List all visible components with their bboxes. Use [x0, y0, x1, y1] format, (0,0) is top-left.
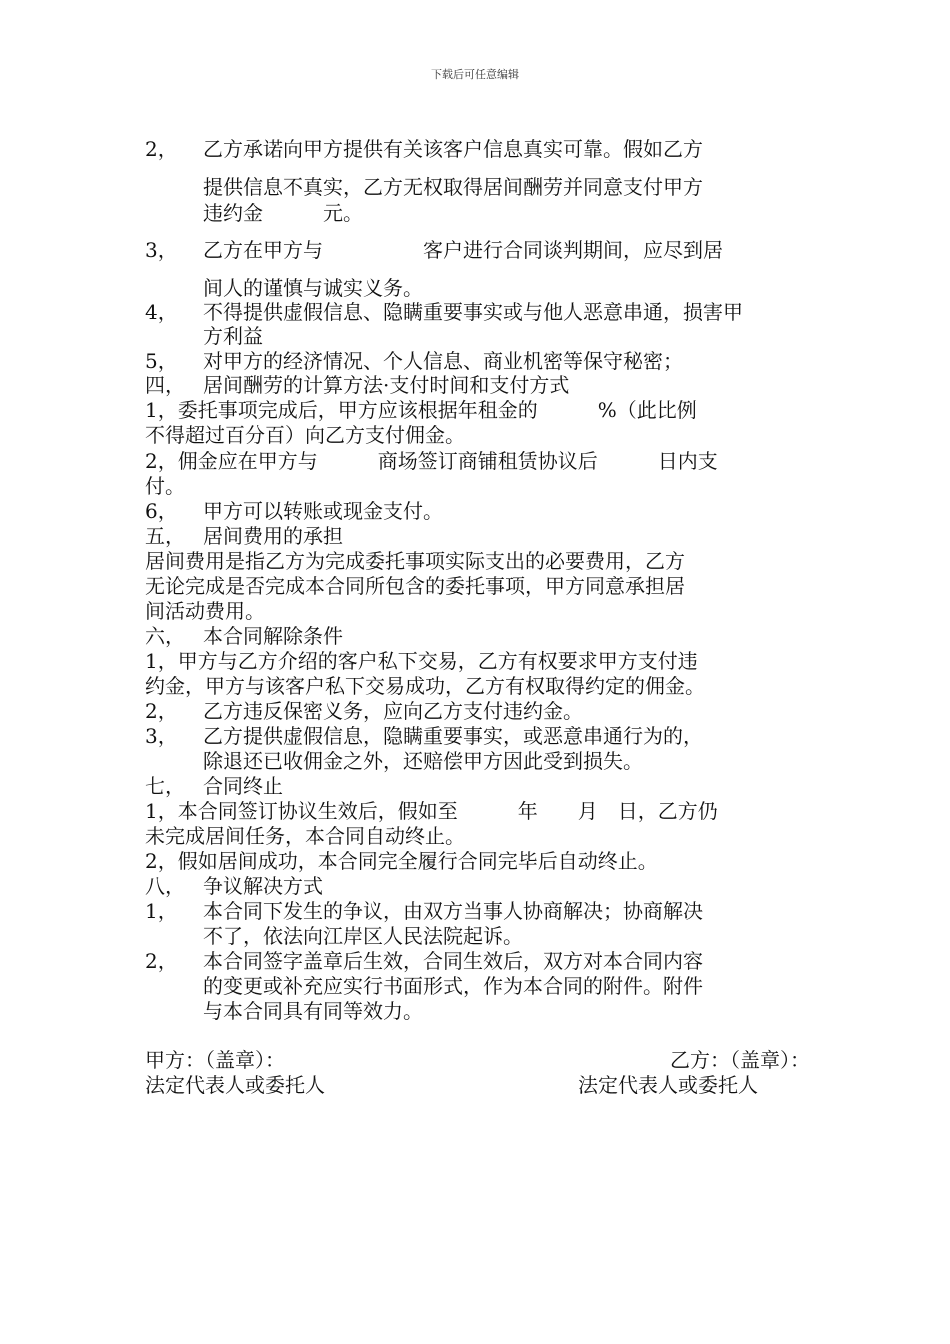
clause-text: 1，委托事项完成后，甲方应该根据年租金的 %（此比例	[145, 398, 697, 422]
clause-text: 争议解决方式	[203, 874, 323, 898]
clause-text: 甲方可以转账或现金支付。	[203, 499, 443, 523]
clause-number: 2，	[145, 137, 178, 161]
clause-text: 与本合同具有同等效力。	[203, 999, 423, 1023]
clause-text: 1，甲方与乙方介绍的客户私下交易，乙方有权要求甲方支付违	[145, 649, 698, 673]
clause-text: 乙方违反保密义务，应向乙方支付违约金。	[203, 699, 583, 723]
clause-text: 2，佣金应在甲方与 商场签订商铺租赁协议后 日内支	[145, 449, 718, 473]
clause-number: 七，	[145, 774, 185, 798]
clause-text: 提供信息不真实，乙方无权取得居间酬劳并同意支付甲方	[203, 175, 703, 199]
clause-text: 无论完成是否完成本合同所包含的委托事项，甲方同意承担居	[145, 574, 685, 598]
clause-number: 六，	[145, 624, 185, 648]
clause-number: 5，	[145, 349, 178, 373]
clause-text: 付。	[145, 474, 185, 498]
clause-text: 对甲方的经济情况、个人信息、商业机密等保守秘密；	[203, 349, 683, 373]
party-b-rep-label: 法定代表人或委托人	[578, 1073, 758, 1097]
clause-text: 本合同解除条件	[203, 624, 343, 648]
clause-text: 不得超过百分百）向乙方支付佣金。	[145, 423, 465, 447]
clause-number: 八，	[145, 874, 185, 898]
clause-text: 间人的谨慎与诚实义务。	[203, 276, 423, 300]
clause-text: 乙方提供虚假信息，隐瞒重要事实，或恶意串通行为的，	[203, 724, 703, 748]
clause-text: 居间酬劳的计算方法·支付时间和支付方式	[203, 373, 570, 397]
clause-text: 本合同签字盖章后生效，合同生效后，双方对本合同内容	[203, 949, 703, 973]
clause-number: 2，	[145, 949, 178, 973]
clause-number: 四，	[145, 373, 185, 397]
party-b-seal-label: 乙方：（盖章）：	[670, 1048, 810, 1072]
clause-text: 的变更或补充应实行书面形式，作为本合同的附件。附件	[203, 974, 703, 998]
clause-text: 1，本合同签订协议生效后，假如至 年 月 日，乙方仍	[145, 799, 718, 823]
clause-number: 6，	[145, 499, 178, 523]
clause-text: 未完成居间任务，本合同自动终止。	[145, 824, 465, 848]
clause-text: 间活动费用。	[145, 599, 265, 623]
clause-text: 方利益	[203, 324, 263, 348]
clause-text: 约金，甲方与该客户私下交易成功，乙方有权取得约定的佣金。	[145, 674, 705, 698]
clause-text: 乙方在甲方与 客户进行合同谈判期间，应尽到居	[203, 238, 723, 262]
clause-text: 合同终止	[203, 774, 283, 798]
party-a-rep-label: 法定代表人或委托人	[145, 1073, 325, 1097]
clause-number: 1，	[145, 899, 178, 923]
clause-text: 违约金 元。	[203, 201, 363, 225]
party-a-seal-label: 甲方：（盖章）：	[145, 1048, 285, 1072]
clause-text: 本合同下发生的争议，由双方当事人协商解决；协商解决	[203, 899, 703, 923]
clause-text: 2，假如居间成功，本合同完全履行合同完毕后自动终止。	[145, 849, 658, 873]
clause-text: 除退还已收佣金之外，还赔偿甲方因此受到损失。	[203, 749, 643, 773]
clause-text: 居间费用是指乙方为完成委托事项实际支出的必要费用，乙方	[145, 549, 685, 573]
page-header: 下载后可任意编辑	[431, 68, 519, 81]
clause-text: 不得提供虚假信息、隐瞒重要事实或与他人恶意串通，损害甲	[203, 300, 743, 324]
clause-text: 不了，依法向江岸区人民法院起诉。	[203, 924, 523, 948]
clause-number: 五，	[145, 524, 185, 548]
clause-number: 4，	[145, 300, 178, 324]
clause-number: 3，	[145, 238, 178, 262]
clause-number: 3，	[145, 724, 178, 748]
clause-text: 居间费用的承担	[203, 524, 343, 548]
clause-number: 2，	[145, 699, 178, 723]
clause-text: 乙方承诺向甲方提供有关该客户信息真实可靠。假如乙方	[203, 137, 703, 161]
